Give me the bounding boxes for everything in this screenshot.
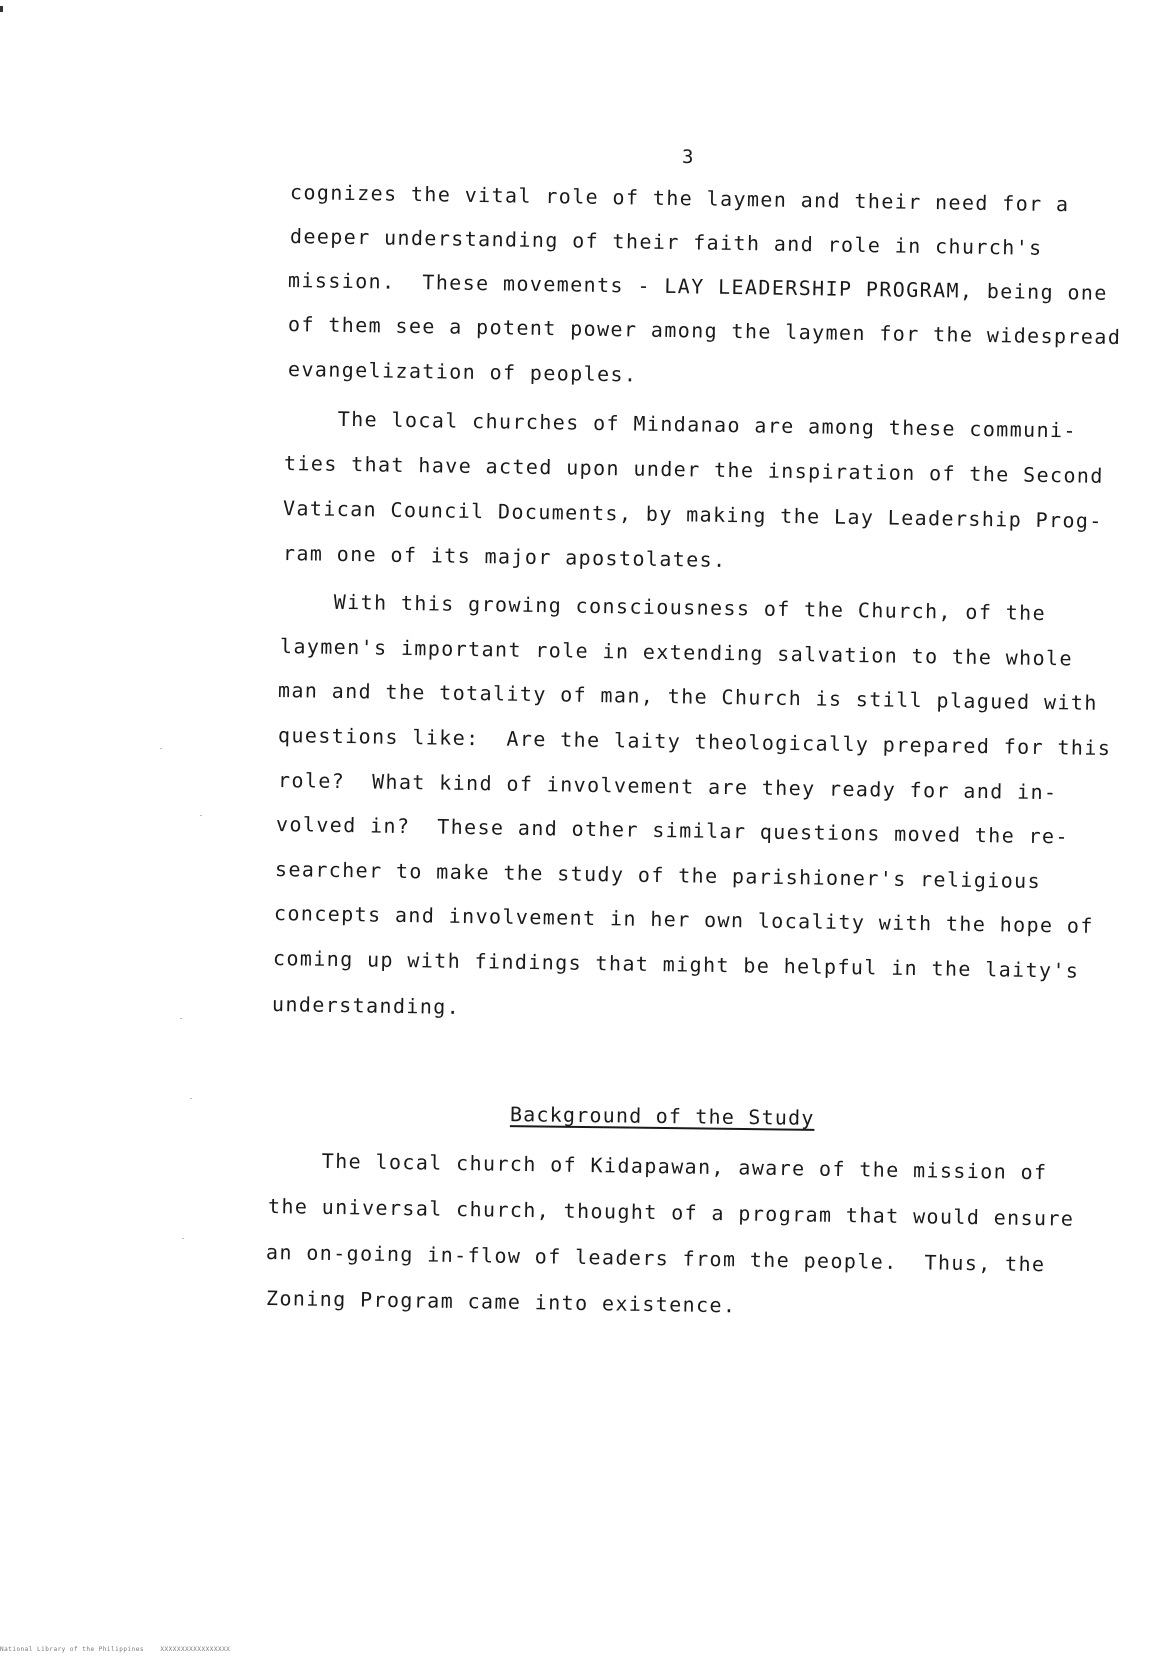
- body-line: of them see a potent power among the laymen for the widespread: [287, 312, 1122, 350]
- body-line: mission. These movements - LAY LEADERSHIP PROGRAM, being one: [287, 268, 1108, 305]
- body-line: The local churches of Mindanao are among these communi-: [283, 406, 1078, 443]
- scan-corner-mark: [0, 6, 3, 12]
- page-number: 3: [682, 146, 695, 168]
- body-line: an on-going in-flow of leaders from the people. Thus, the: [265, 1240, 1046, 1277]
- scan-speck: [160, 748, 162, 749]
- body-line: deeper understanding of their faith and role in church's: [289, 224, 1043, 260]
- scan-footer: National Library of the Philippines XXXXXXXXXXXXXXXXX: [0, 1646, 231, 1653]
- section-heading: Background of the Study: [509, 1102, 815, 1130]
- body-line: The local church of Kidapawan, aware of the mission of: [267, 1148, 1048, 1185]
- body-line: With this growing consciousness of the Church, of the: [279, 589, 1047, 626]
- body-line: coming up with findings that might be helpful in the laity's: [272, 946, 1080, 983]
- body-line: concepts and involvement in her own locality with the hope of: [273, 901, 1094, 938]
- scan-speck: [200, 815, 202, 816]
- body-line: man and the totality of man, the Church is still plagued with: [277, 678, 1098, 715]
- body-line: evangelization of peoples.: [287, 357, 638, 387]
- body-line: searcher to make the study of the parishioner's religious: [274, 857, 1042, 894]
- body-line: questions like: Are the laity theologically prepared for this: [277, 723, 1112, 761]
- body-line: the universal church, thought of a program that would ensure: [267, 1194, 1075, 1231]
- body-line: ties that have acted upon under the inspiration of the Second: [283, 451, 1104, 488]
- scan-speck: [190, 1098, 192, 1099]
- body-line: cognizes the vital role of the laymen and their need for a: [289, 180, 1070, 217]
- scan-speck: [180, 1018, 182, 1019]
- body-line: volved in? These and other similar questions moved the re-: [275, 812, 1070, 849]
- body-line: understanding.: [271, 992, 461, 1019]
- scan-speck: [182, 1238, 184, 1239]
- body-line: ram one of its major apostolates.: [282, 541, 727, 572]
- body-line: Zoning Program came into existence.: [265, 1286, 737, 1318]
- body-line: laymen's important role in extending salvation to the whole: [279, 634, 1074, 671]
- body-line: Vatican Council Documents, by making the Lay Leadership Prog-: [282, 496, 1103, 533]
- body-line: role? What kind of involvement are they ready for and in-: [277, 768, 1058, 805]
